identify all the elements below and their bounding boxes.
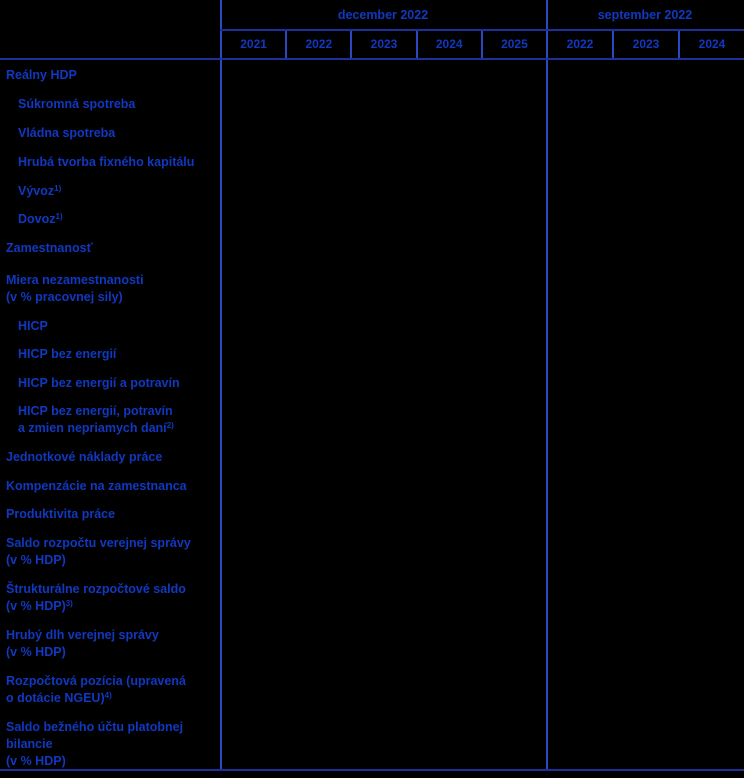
row-vyvoz: [0, 183, 232, 200]
row-produktivita-prace: [0, 506, 220, 523]
row-label: Dovoz$^{1)}$: [18, 211, 63, 226]
footnote-marker: 4): [104, 690, 112, 700]
row-label: HICP bez energií: [18, 347, 117, 361]
corner-header-cell: [0, 0, 220, 58]
row-hicp-bez-energii-a-potravin: [0, 375, 232, 392]
row-hruby-dlh-verejnej-spravy: [0, 627, 220, 661]
row-label: Súkromná spotreba: [18, 97, 136, 111]
footnote-marker: 1): [54, 183, 62, 193]
year-header-cell: 2023: [350, 31, 415, 58]
row-label-line2: a zmien nepriamych daní$^{2)}$: [18, 420, 174, 435]
footnote-marker: 3): [65, 598, 73, 608]
row-label: Saldo bežného účtu platobnej: [6, 720, 184, 734]
row-rozpoctova-pozicia: [0, 673, 220, 707]
row-label: Reálny HDP: [6, 68, 77, 82]
row-label: HICP: [18, 319, 48, 333]
group-header-underline: [220, 29, 744, 31]
column-group-december-label: december 2022: [337, 8, 429, 22]
row-label-line2: (v % HDP)$^{3)}$: [6, 598, 73, 613]
row-jednotkove-naklady-prace: [0, 449, 220, 466]
group-divider-line: [546, 0, 548, 771]
row-label: Miera nezamestnanosti: [6, 273, 144, 287]
row-vladna-spotreba: [0, 125, 232, 142]
row-label: Jednotkové náklady práce: [6, 450, 163, 464]
year-header-cell: 2024: [416, 31, 481, 58]
footnote-marker: 1): [55, 211, 63, 221]
year-header-cell: 2023: [612, 31, 678, 58]
row-label: Hrubá tvorba fixného kapitálu: [18, 155, 195, 169]
year-header-cell: 2024: [678, 31, 744, 58]
row-label: Zamestnanosť: [6, 241, 93, 255]
row-label-line2: o dotácie NGEU)$^{4)}$: [6, 690, 112, 705]
row-strukturalne-rozpoctove-saldo: [0, 581, 220, 615]
row-label: Hrubý dlh verejnej správy: [6, 628, 159, 642]
row-kompenzacie-na-zamestnanca: [0, 478, 220, 495]
row-hicp-bez-energii: [0, 346, 232, 363]
row-hruba-tvorba-fixneho-kapitalu: [0, 154, 232, 171]
column-group-september: [546, 0, 744, 29]
row-saldo-rozpoctu-verejnej-spravy: [0, 535, 220, 569]
row-zamestnanost: [0, 240, 220, 257]
row-hicp: [0, 318, 232, 335]
row-miera-nezamestnanosti: [0, 272, 220, 306]
column-group-december: [220, 0, 546, 29]
row-label-line2: (v % pracovnej sily): [6, 290, 123, 304]
row-label: Štrukturálne rozpočtové saldo: [6, 582, 186, 596]
row-label-line2: (v % HDP): [6, 645, 66, 659]
row-saldo-bezneho-uctu: [0, 719, 220, 770]
year-header-underline: [0, 58, 744, 60]
row-label: Produktivita práce: [6, 507, 116, 521]
row-realny-hdp: [0, 67, 220, 84]
year-header-cell: 2025: [481, 31, 546, 58]
row-label: Rozpočtová pozícia (upravená: [6, 674, 186, 688]
year-header-row-september: [548, 31, 744, 58]
row-label: HICP bez energií a potravín: [18, 376, 180, 390]
year-header-cell: 2022: [285, 31, 350, 58]
year-header-cell: 2022: [566, 37, 594, 51]
row-label: Kompenzácie na zamestnanca: [6, 479, 187, 493]
row-label: HICP bez energií, potravín: [18, 404, 173, 418]
row-dovoz: [0, 211, 232, 228]
year-header-row-december: [222, 31, 546, 58]
row-label-line2: bilancie: [6, 737, 53, 751]
row-sukromna-spotreba: [0, 96, 232, 113]
row-hicp-bez-energii-potravin-dani: [0, 403, 232, 437]
footnote-marker: 2): [166, 420, 174, 430]
column-group-september-label: september 2022: [597, 8, 693, 22]
row-label: Vývoz$^{1)}$: [18, 183, 62, 198]
row-label: Saldo rozpočtu verejnej správy: [6, 536, 191, 550]
year-header-cell: 2021: [240, 37, 267, 51]
row-label: Vládna spotreba: [18, 126, 116, 140]
row-label-line2: (v % HDP): [6, 553, 66, 567]
row-label-line3: (v % HDP): [6, 754, 66, 768]
